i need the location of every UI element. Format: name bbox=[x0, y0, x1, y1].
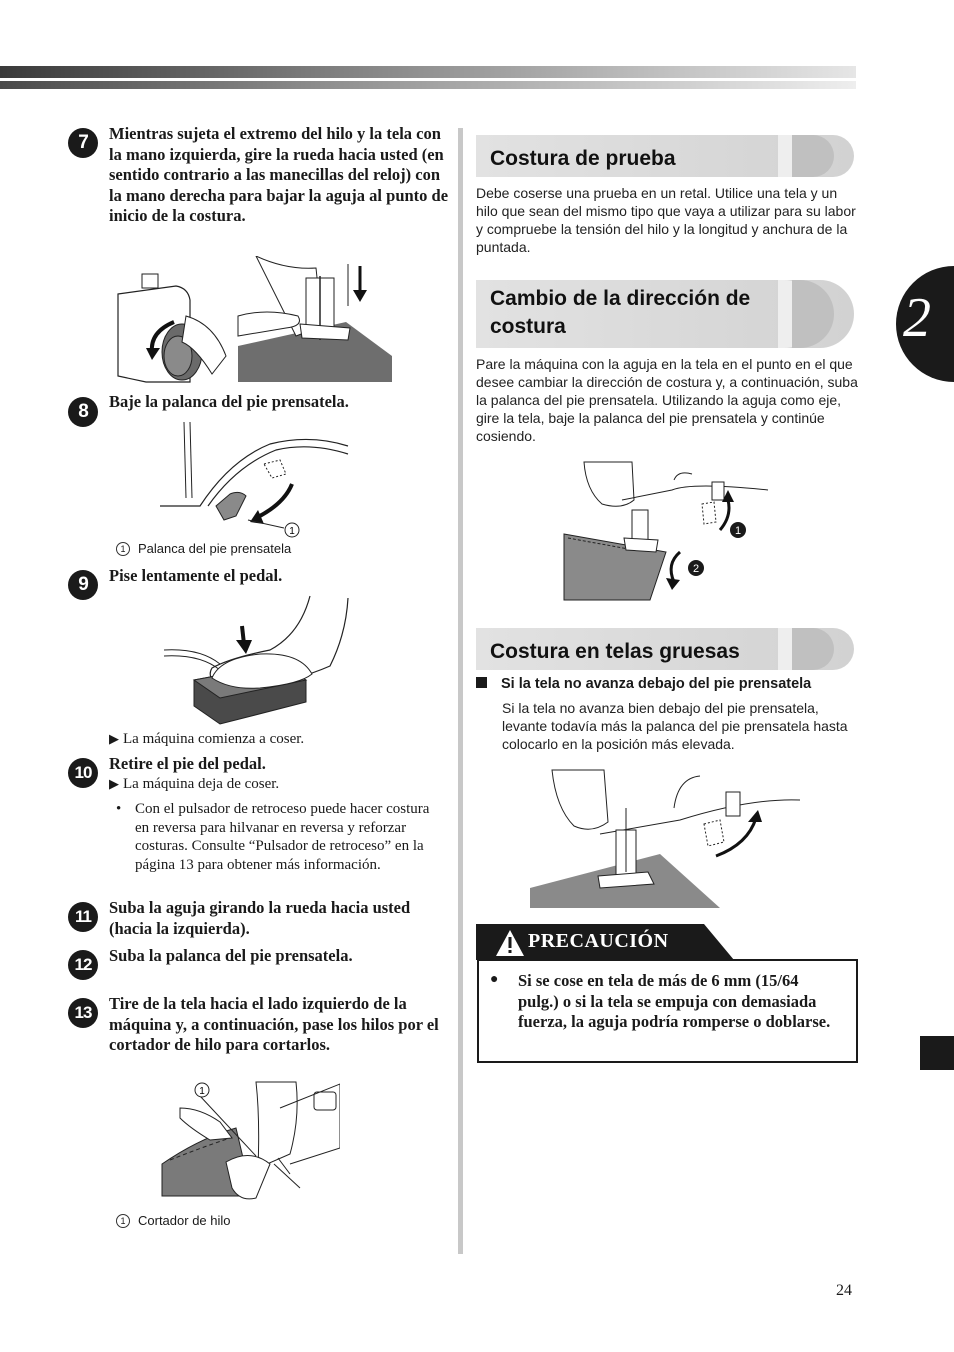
step-7-number: 7 bbox=[68, 128, 98, 158]
step-9-result: ▶ La máquina comienza a coser. bbox=[109, 731, 305, 747]
step-11-text: Suba la aguja girando la rueda hacia usted (hacia la izquierda). bbox=[109, 898, 411, 938]
chapter-number: 2 bbox=[903, 287, 931, 349]
caption-1-circle-b: 1 bbox=[116, 1214, 130, 1228]
step-12-number: 12 bbox=[68, 950, 98, 980]
step-11-number: 11 bbox=[68, 902, 98, 932]
step-9-result-text: La máquina comienza a coser. bbox=[123, 731, 305, 747]
raise-presser-foot-illustration bbox=[530, 768, 802, 910]
foot-pedal-illustration bbox=[160, 594, 368, 730]
test-stitch-body: Debe coserse una prueba en un retal. Utilice una tela y un hilo que sean del mismo tipo que vaya a utilizar para su labor y compruebe la tensión del hilo y la longitud y anchura de la puntada. bbox=[476, 185, 856, 255]
step-9-text: Pise lentamente el pedal. bbox=[109, 566, 283, 585]
step-10-result-text: La máquina deja de coser. bbox=[123, 776, 280, 792]
caution-text: Si se cose en tela de más de 6 mm (15/64 pulg.) o si la tela se empuja con demasiada fuerza, la aguja podría romperse o doblarse. bbox=[518, 971, 831, 1031]
change-direction-body: Pare la máquina con la aguja en la tela en el punto en el que desee cambiar la dirección de costura y, a continuación, suba la palanca del pie prensatela. Utilizando la aguja como eje, gire la tela, baje la palanca del pie prensatela y continúe cosiendo. bbox=[476, 356, 858, 444]
header-bar bbox=[0, 66, 856, 90]
caution-label: PRECAUCIÓN bbox=[528, 930, 669, 952]
side-marker bbox=[920, 1036, 954, 1070]
step-8-caption-text: Palanca del pie prensatela bbox=[138, 541, 292, 556]
step-10-note-text: Con el pulsador de retroceso puede hacer costura en reversa para hilvanar en reversa y reforzar costuras. Consulte “Pulsador de retroceso” en la página 13 para obtener más información. bbox=[135, 801, 430, 873]
thick-fabrics-body: Si la tela no avanza bien debajo del pie prensatela, levante todavía más la palanca del pie prensatela hasta colocarlo en la posición más elevada. bbox=[502, 700, 848, 752]
pivot-fabric-illustration bbox=[562, 460, 772, 602]
step-7-text: Mientras sujeta el extremo del hilo y la tela con la mano izquierda, gire la rueda hacia usted (en sentido contrario a las manecillas del reloj) con la mano derecha para bajar la aguja al punto de inicio de la costura. bbox=[109, 124, 449, 225]
step-10-result: ▶ La máquina deja de coser. bbox=[109, 776, 280, 792]
step-13-number: 13 bbox=[68, 998, 98, 1028]
square-bullet bbox=[476, 677, 487, 688]
cutter-callout: 1 bbox=[199, 1086, 205, 1097]
step-13-caption-text: Cortador de hilo bbox=[138, 1213, 231, 1228]
step-8-caption bbox=[116, 541, 291, 556]
step-9-number: 9 bbox=[68, 570, 98, 600]
presser-foot-lever-illustration bbox=[160, 420, 352, 540]
thick-fabrics-subheading bbox=[476, 676, 811, 692]
handwheel-needle-illustration bbox=[116, 256, 394, 386]
page-number: 24 bbox=[836, 1282, 852, 1299]
step-13-caption bbox=[116, 1213, 231, 1228]
column-divider bbox=[458, 128, 463, 1254]
thick-fabrics-subheading-text: Si la tela no avanza debajo del pie prensatela bbox=[501, 676, 812, 692]
step-12-text: Suba la palanca del pie prensatela. bbox=[109, 946, 353, 965]
step-10-note bbox=[116, 800, 446, 874]
section-title-thick-fabrics: Costura en telas gruesas bbox=[490, 640, 740, 663]
step-8-number: 8 bbox=[68, 397, 98, 427]
caption-1-circle: 1 bbox=[116, 542, 130, 556]
section-header-change-direction bbox=[476, 280, 854, 348]
pivot-callout-1: 1 bbox=[734, 525, 742, 537]
step-10-number: 10 bbox=[68, 758, 98, 788]
section-header-thick-fabrics bbox=[476, 628, 854, 670]
thread-cutter-illustration bbox=[160, 1078, 340, 1208]
section-title-change-direction: Cambio de la dirección de costura bbox=[490, 287, 751, 338]
section-header-test-stitch bbox=[476, 135, 854, 177]
lever-callout: 1 bbox=[289, 526, 295, 537]
step-8-text: Baje la palanca del pie prensatela. bbox=[109, 392, 349, 411]
section-title-test-stitch: Costura de prueba bbox=[490, 147, 676, 170]
pivot-callout-2: 2 bbox=[692, 563, 700, 575]
bullet-dot: • bbox=[116, 801, 122, 817]
step-10-text: Retire el pie del pedal. bbox=[109, 754, 266, 773]
caution-bullet: ● bbox=[490, 972, 499, 987]
step-13-text: Tire de la tela hacia el lado izquierdo de la máquina y, a continuación, pase los hilos por el cortador de hilo para cortarlos. bbox=[109, 994, 439, 1054]
